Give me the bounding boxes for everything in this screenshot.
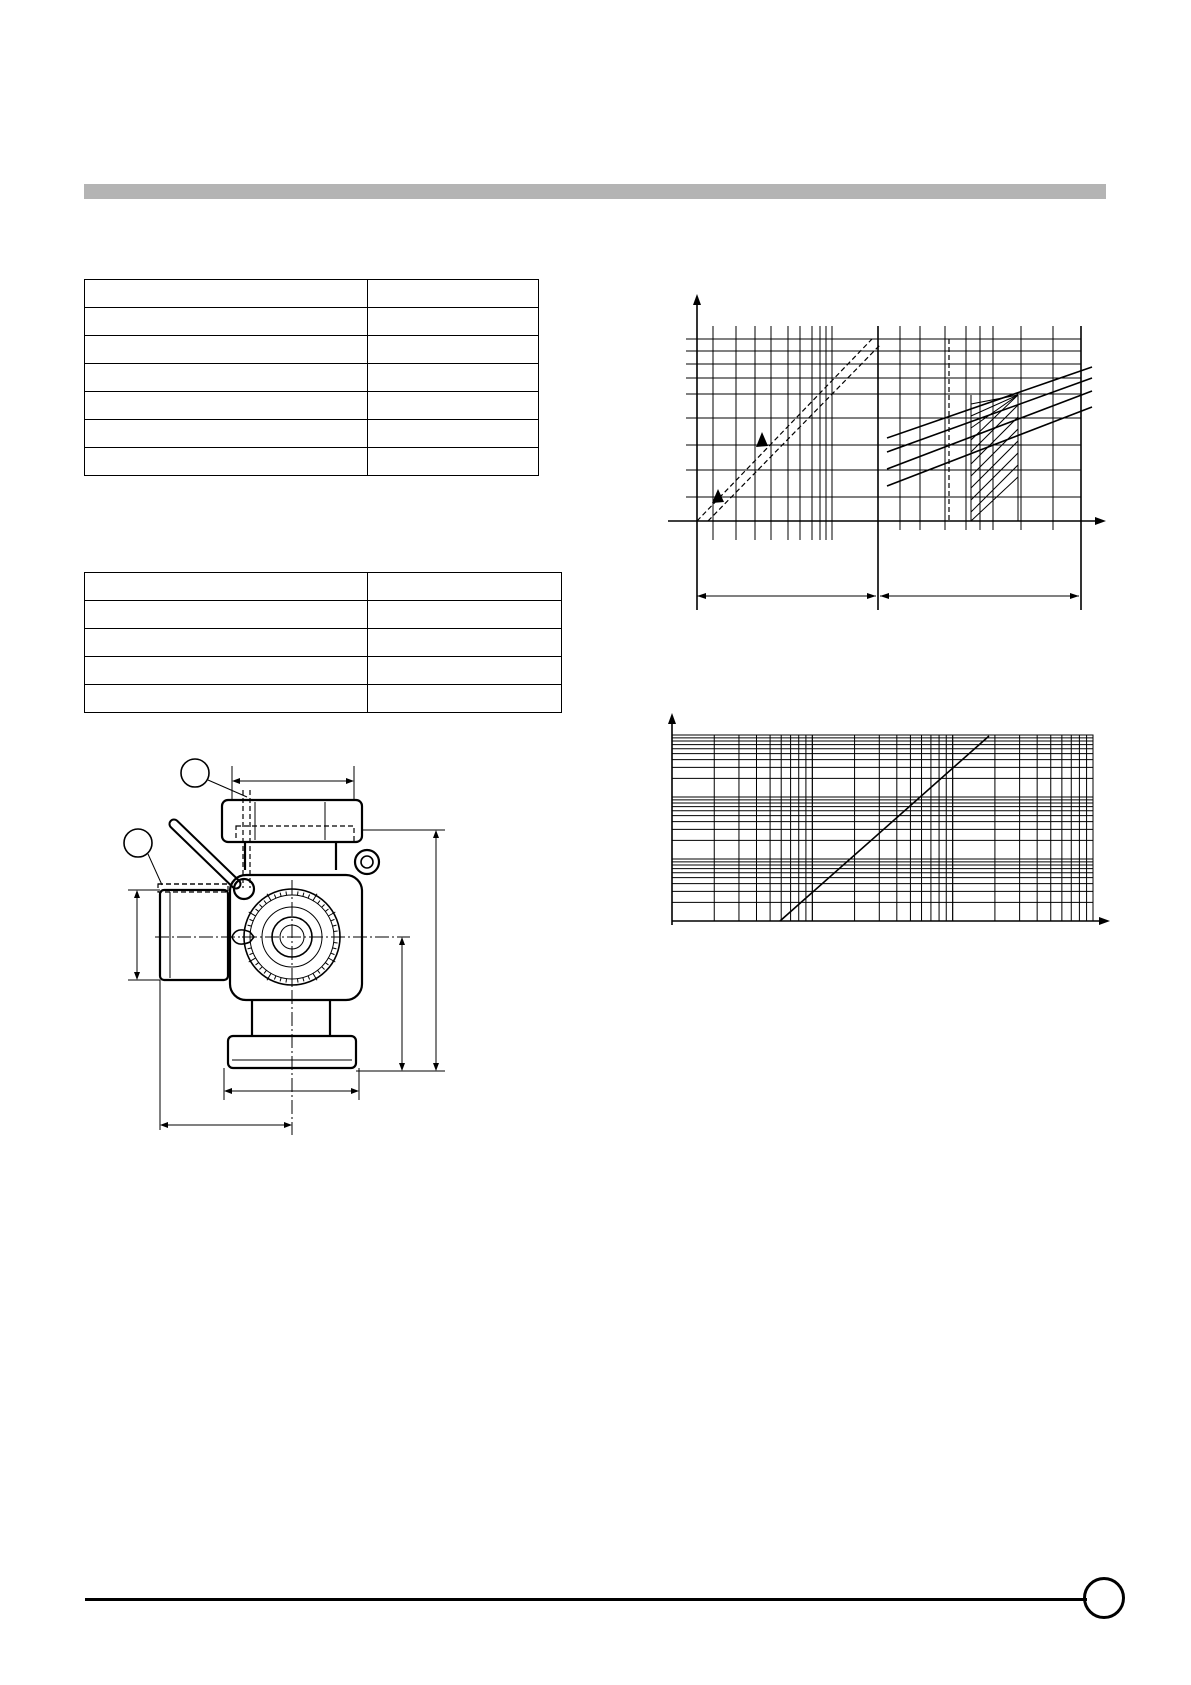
footer-rule [85, 1598, 1087, 1601]
chart-2-log-gridlines [672, 735, 1093, 921]
chart-2-series-line [780, 736, 989, 921]
page-number-badge [1083, 1577, 1125, 1619]
